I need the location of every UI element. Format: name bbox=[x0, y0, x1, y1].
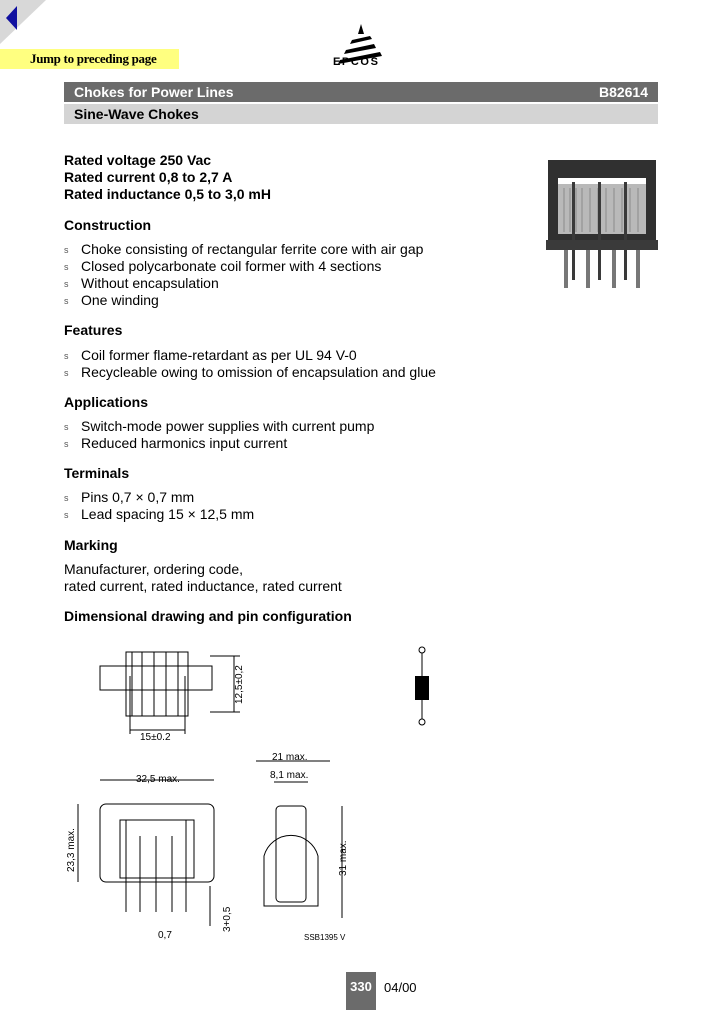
dim-32-5: 32,5 max. bbox=[136, 774, 180, 785]
page-subtitle: Sine-Wave Chokes bbox=[74, 106, 199, 122]
list-item: s Coil former flame-retardant as per UL 94 V-0 bbox=[64, 347, 357, 363]
rated-voltage: Rated voltage 250 Vac bbox=[64, 152, 212, 168]
dim-12-5: 12,5±0,2 bbox=[234, 665, 245, 704]
rated-current: Rated current 0,8 to 2,7 A bbox=[64, 169, 233, 185]
choke-photo bbox=[546, 158, 658, 290]
header-bar bbox=[64, 82, 658, 102]
subtitle-bar bbox=[64, 104, 658, 124]
dimensional-drawing bbox=[60, 636, 440, 948]
features-heading: Features bbox=[64, 322, 123, 338]
dim-31: 31 max. bbox=[338, 840, 349, 876]
list-item: s Closed polycarbonate coil former with 4 sections bbox=[64, 258, 382, 274]
dim-15: 15±0.2 bbox=[140, 732, 171, 743]
page-number: 330 bbox=[346, 972, 376, 1010]
dim-8-1: 8,1 max. bbox=[270, 770, 309, 781]
list-item: s One winding bbox=[64, 292, 159, 308]
marking-heading: Marking bbox=[64, 537, 118, 553]
list-item: s Lead spacing 15 × 12,5 mm bbox=[64, 506, 255, 522]
marking-text: rated current, rated inductance, rated current bbox=[64, 578, 342, 594]
drawing-heading: Dimensional drawing and pin configuration bbox=[64, 608, 352, 624]
applications-heading: Applications bbox=[64, 394, 149, 410]
list-item: s Pins 0,7 × 0,7 mm bbox=[64, 489, 195, 505]
part-code: B82614 bbox=[598, 84, 648, 100]
jump-preceding-page-link[interactable]: Jump to preceding page bbox=[0, 49, 179, 69]
list-item: s Without encapsulation bbox=[64, 275, 219, 291]
marking-text: Manufacturer, ordering code, bbox=[64, 561, 243, 577]
page-date: 04/00 bbox=[384, 980, 417, 995]
dim-0-7: 0,7 bbox=[158, 930, 172, 941]
list-item: s Switch-mode power supplies with current pump bbox=[64, 418, 375, 434]
rated-inductance: Rated inductance 0,5 to 3,0 mH bbox=[64, 186, 271, 202]
list-item: s Choke consisting of rectangular ferrite core with air gap bbox=[64, 241, 424, 257]
terminals-heading: Terminals bbox=[64, 465, 130, 481]
page-title: Chokes for Power Lines bbox=[74, 84, 234, 100]
construction-heading: Construction bbox=[64, 217, 152, 233]
back-arrow-icon[interactable] bbox=[0, 0, 46, 44]
drawing-code: SSB1395 V bbox=[304, 933, 346, 942]
list-item: s Recycleable owing to omission of encapsulation and glue bbox=[64, 364, 436, 380]
list-item: s Reduced harmonics input current bbox=[64, 435, 288, 451]
dim-23-3: 23,3 max. bbox=[66, 828, 77, 872]
epcos-logo-text: EPCOS bbox=[333, 56, 380, 68]
dim-3: 3+0,5 bbox=[222, 906, 233, 932]
dim-21: 21 max. bbox=[272, 752, 308, 763]
